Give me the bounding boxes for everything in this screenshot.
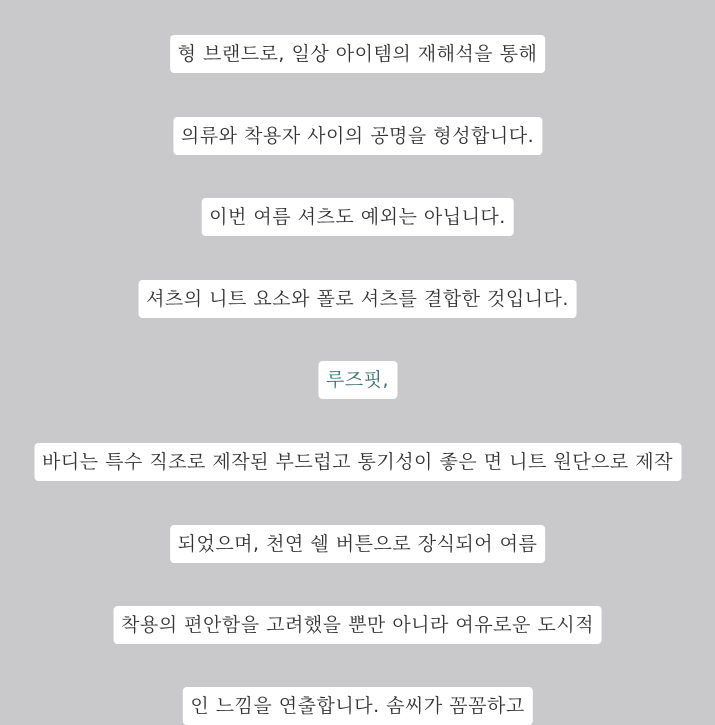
caption-line: 셔츠의 니트 요소와 폴로 셔츠를 결합한 것입니다.: [138, 280, 577, 318]
caption-line: 되었으며, 천연 쉘 버튼으로 장식되어 여름: [170, 525, 546, 563]
caption-line: 인 느낌을 연출합니다. 솜씨가 꼼꼼하고: [182, 687, 532, 725]
caption-line: 바디는 특수 직조로 제작된 부드럽고 통기성이 좋은 면 니트 원단으로 제작: [34, 443, 681, 481]
caption-line: 형 브랜드로, 일상 아이템의 재해석을 통해: [170, 35, 546, 73]
caption-line-highlight: 루즈핏,: [318, 361, 397, 399]
caption-line: 의류와 착용자 사이의 공명을 형성합니다.: [173, 117, 542, 155]
caption-line: 이번 여름 셔츠도 예외는 아닙니다.: [201, 198, 514, 236]
caption-line: 착용의 편안함을 고려했을 뿐만 아니라 여유로운 도시적: [113, 606, 602, 644]
